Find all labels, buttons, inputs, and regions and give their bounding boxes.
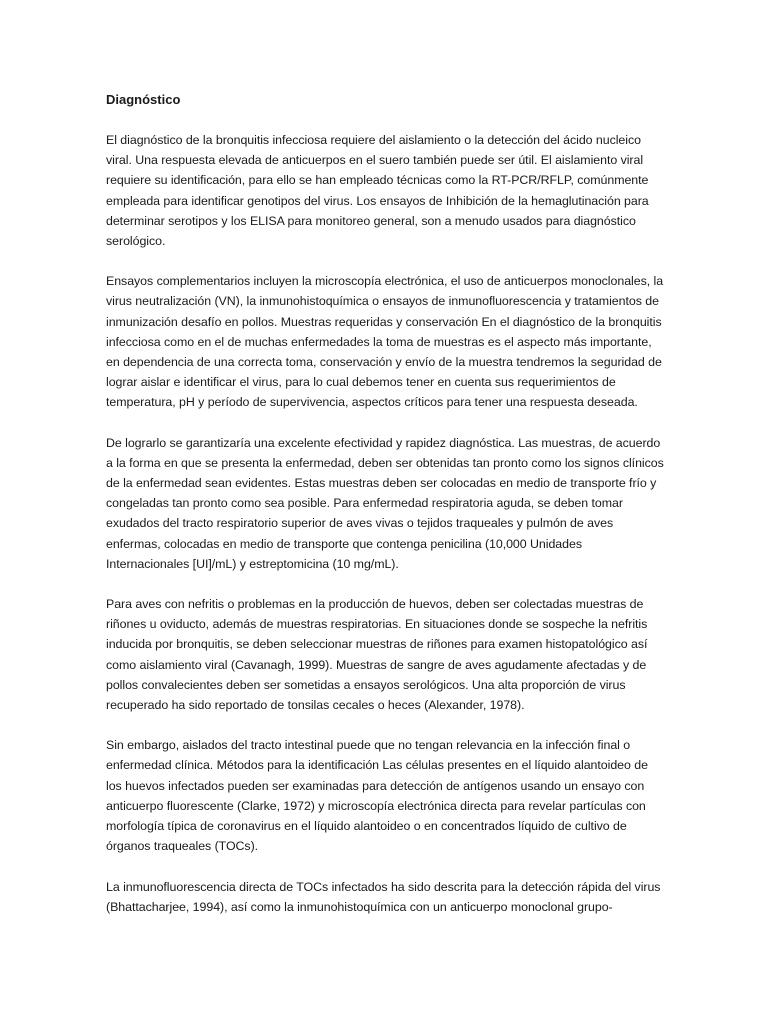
paragraph-diagnosis-intro: El diagnóstico de la bronquitis infecciosa requiere del aislamiento o la detección del ácido nucleico viral. Una respuesta elevada de anticuerpos en el suero también puede ser útil. El aislamiento viral requiere su identificación, para ello se han empleado técnicas como la RT-PCR/RFLP, comúnmente empleada para identificar genotipos del virus. Los ensayos de Inhibición de la hemaglutinación para determinar serotipos y los ELISA para monitoreo general, son a menudo usados para diagnóstico serológico. — [106, 133, 649, 249]
document-page — [106, 90, 666, 917]
paragraph-nephritis-samples: Para aves con nefritis o problemas en la producción de huevos, deben ser colectadas muestras de riñones u oviducto, además de muestras respiratorias. En situaciones donde se sospeche la nefritis inducida por bronquitis, se deben seleccionar muestras de riñones para examen histopatológico así como aislamiento viral (Cavanagh, 1999). Muestras de sangre de aves agudamente afectadas y de pollos convalecientes deben ser sometidas a ensayos serológicos. Una alta proporción de virus recuperado ha sido reportado de tonsilas cecales o heces (Alexander, 1978). — [106, 597, 648, 713]
paragraph-identification-methods: Sin embargo, aislados del tracto intestinal puede que no tengan relevancia en la infección final o enfermedad clínica. Métodos para la identificación Las células presentes en el líquido alantoideo de los huevos infectados pueden ser examinadas para detección de antígenos usando un ensayo con anticuerpo fluorescente (Clarke, 1972) y microscopía electrónica directa para revelar partículas con morfología típica de coronavirus en el líquido alantoideo o en concentrados líquido de cultivo de órganos traqueales (TOCs). — [106, 738, 648, 854]
paragraph-sample-collection: De lograrlo se garantizaría una excelente efectividad y rapidez diagnóstica. Las muestras, de acuerdo a la forma en que se presenta la enfermedad, deben ser obtenidas tan pronto como los signos clínicos de la enfermedad sean evidentes. Estas muestras deben ser colocadas en medio de transporte frío y congeladas tan pronto como sea posible. Para enfermedad respiratoria aguda, se deben tomar exudados del tracto respiratorio superior de aves vivas o tejidos traqueales y pulmón de aves enfermas, colocadas en medio de transporte que contenga penicilina (10,000 Unidades Internacionales [UI]/mL) y estreptomicina (10 mg/mL). — [106, 435, 664, 571]
paragraph-complementary-tests: Ensayos complementarios incluyen la microscopía electrónica, el uso de anticuerpos monoclonales, la virus neutralización (VN), la inmunohistoquímica o ensayos de inmunofluorescencia y tratamientos de inmunización desafío en pollos. Muestras requeridas y conservación En el diagnóstico de la bronquitis infecciosa como en el de muchas enfermedades la toma de muestras es el aspecto más importante, en dependencia de una correcta toma, conservación y envío de la muestra tendremos la seguridad de lograr aislar e identificar el virus, para lo cual debemos tener en cuenta sus requerimientos de temperatura, pH y período de supervivencia, aspectos críticos para tener una respuesta deseada. — [106, 274, 664, 410]
section-heading: Diagnóstico — [106, 92, 181, 107]
paragraph-immunofluorescence: La inmunofluorescencia directa de TOCs infectados ha sido descrita para la detección rápida del virus (Bhattacharjee, 1994), así como la inmunohistoquímica con un anticuerpo monoclonal grupo- — [106, 879, 661, 914]
